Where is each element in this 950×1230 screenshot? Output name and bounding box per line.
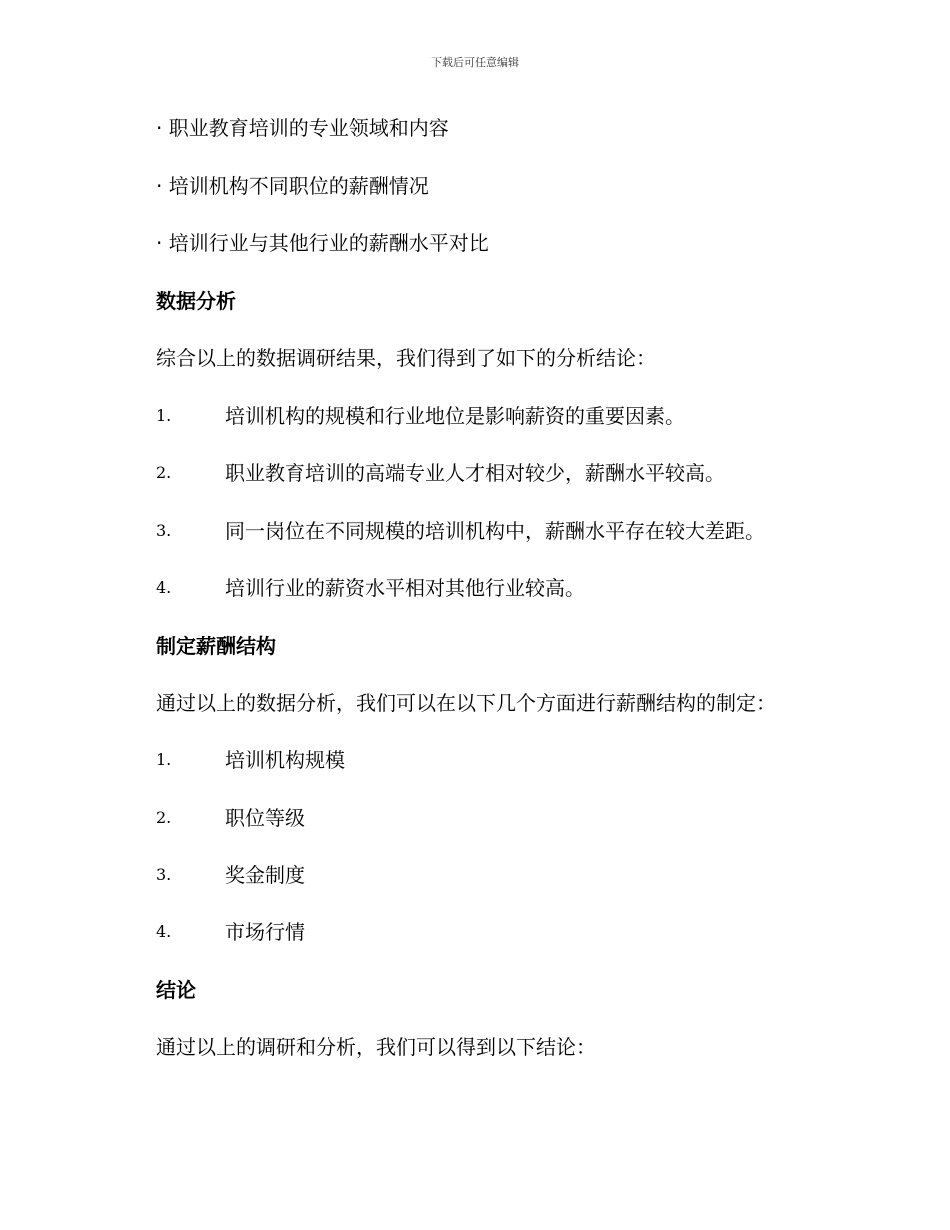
section-intro-salary-structure: 通过以上的数据分析，我们可以在以下几个方面进行薪酬结构的制定： (156, 691, 776, 715)
list-number: 1. (156, 406, 172, 425)
list-number: 2. (156, 463, 172, 482)
list-item-text: 市场行情 (225, 920, 305, 944)
list-item-text: 职位等级 (225, 806, 305, 830)
section-heading-salary-structure: 制定薪酬结构 (156, 634, 276, 658)
list-number: 3. (156, 865, 172, 884)
section-heading-conclusion: 结论 (156, 978, 196, 1002)
list-number: 4. (156, 578, 172, 597)
bullet-item: · 培训机构不同职位的薪酬情况 (156, 174, 429, 198)
list-number: 2. (156, 808, 172, 827)
list-number: 3. (156, 521, 172, 540)
list-number: 4. (156, 922, 172, 941)
section-intro-data-analysis: 综合以上的数据调研结果，我们得到了如下的分析结论： (156, 346, 656, 370)
list-item-text: 培训机构的规模和行业地位是影响薪资的重要因素。 (225, 404, 685, 428)
list-item-text: 同一岗位在不同规模的培训机构中，薪酬水平存在较大差距。 (225, 519, 765, 543)
list-item-text: 培训机构规模 (225, 748, 345, 772)
section-heading-data-analysis: 数据分析 (156, 289, 236, 313)
bullet-item: · 培训行业与其他行业的薪酬水平对比 (156, 231, 489, 255)
list-number: 1. (156, 750, 172, 769)
list-item-text: 奖金制度 (225, 863, 305, 887)
header-note: 下载后可任意编辑 (431, 56, 519, 69)
list-item-text: 培训行业的薪资水平相对其他行业较高。 (225, 576, 585, 600)
list-item-text: 职业教育培训的高端专业人才相对较少，薪酬水平较高。 (225, 461, 725, 485)
section-intro-conclusion: 通过以上的调研和分析，我们可以得到以下结论： (156, 1035, 596, 1059)
bullet-item: · 职业教育培训的专业领域和内容 (156, 116, 449, 140)
